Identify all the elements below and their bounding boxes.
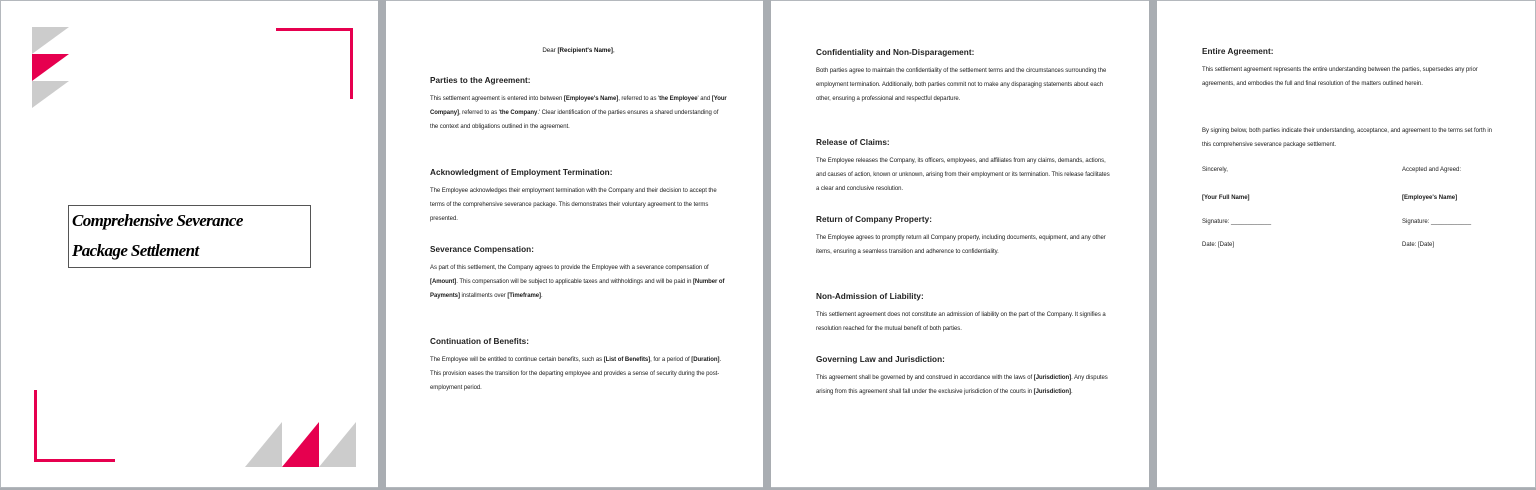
section-continuation-benefits <box>430 336 727 395</box>
section-body: Both parties agree to maintain the confidentiality of the settlement terms and the circumstances surrounding the employment termination. Additionally, both parties commit not to make any disparaging statements about each other, ensuring a professional and respectful departure. <box>816 68 1107 102</box>
section-heading: Acknowledgment of Employment Termination: <box>430 168 613 177</box>
page-4 <box>1157 0 1536 488</box>
section-heading: Entire Agreement: <box>1202 47 1274 56</box>
page-3 <box>771 0 1149 488</box>
section-heading: Non-Admission of Liability: <box>816 292 924 301</box>
placeholder-field: [Jurisdiction] <box>1033 375 1072 381</box>
date-field[interactable]: Date: [Date] <box>1402 242 1435 248</box>
section-body: The Employee acknowledges their employment termination with the Company and their decision to accept the terms of the comprehensive severance package. This demonstrates their voluntary agreement to the terms presented. <box>430 188 717 222</box>
placeholder-field: [Timeframe] <box>507 293 541 299</box>
section-heading: Release of Claims: <box>816 138 890 147</box>
section-heading: Parties to the Agreement: <box>430 76 531 85</box>
cover-title-box <box>68 205 311 268</box>
section-severance-compensation <box>430 244 727 303</box>
placeholder-field: [Your Company] <box>430 96 727 116</box>
cover-title-line-2: Package Settlement <box>72 241 199 260</box>
section-heading: Governing Law and Jurisdiction: <box>816 355 945 364</box>
salutation-suffix: , <box>612 47 615 54</box>
section-body: The Employee releases the Company, its officers, employees, and affiliates from any claims, demands, actions, and causes of action, known or unknown, arising from their employment or its termination. This release facilitates a clear and conclusive resolution. <box>816 158 1110 192</box>
closing-accepted: Accepted and Agreed: <box>1402 167 1462 173</box>
section-heading: Continuation of Benefits: <box>430 337 530 346</box>
section-body: This settlement agreement is entered into between [Employee's Name], referred to as 'the Employee' and [Your Company], referred to as 'the Company.' Clear identification of the parties ensures a shared understanding of the context and obligations outlined in the agreement. <box>430 96 727 130</box>
section-parties <box>430 75 727 134</box>
salutation <box>430 47 727 54</box>
section-body: The Employee will be entitled to continue certain benefits, such as [List of Benefits], for a period of [Duration]. This provision eases the transition for the departing employee and provides a sense of security during the post-employment period. <box>430 357 722 391</box>
section-entire-agreement <box>1202 46 1499 91</box>
placeholder-field: [Number of Payments] <box>430 279 725 299</box>
closing-paragraph <box>1202 118 1499 152</box>
section-body: This settlement agreement represents the entire understanding between the parties, supersedes any prior agreements, and embodies the full and final resolution of the matters outlined herein. <box>1202 67 1478 87</box>
placeholder-field: [Employee's Name] <box>563 96 619 102</box>
decor-triangle-red-icon <box>32 54 69 81</box>
recipient-name-placeholder: [Recipient's Name] <box>557 47 613 54</box>
decor-triangle-gray-icon <box>32 81 69 108</box>
page-cover <box>0 0 378 488</box>
section-non-admission <box>816 291 1113 336</box>
section-release-claims <box>816 137 1113 196</box>
placeholder-field: [Amount] <box>430 279 457 285</box>
section-body: The Employee agrees to promptly return all Company property, including documents, equipment, and any other items, ensuring a seamless transition and adherence to confidentiality. <box>816 235 1106 255</box>
section-acknowledgment <box>430 167 727 226</box>
section-governing-law <box>816 354 1113 399</box>
placeholder-field: [Duration] <box>691 357 720 363</box>
section-body: This agreement shall be governed by and construed in accordance with the laws of [Jurisdiction]. Any disputes arising from this agreement shall fall under the exclusive jurisdiction of the courts in [Jurisdiction]. <box>816 375 1108 395</box>
section-body: This settlement agreement does not constitute an admission of liability on the part of the Company. It signifies a resolution reached for the mutual benefit of both parties. <box>816 312 1106 332</box>
cover-title-line-1: Comprehensive Severance <box>72 211 243 230</box>
decor-corner-bottom-left-icon <box>34 390 115 462</box>
placeholder-field: [Jurisdiction] <box>1033 389 1071 395</box>
placeholder-field: the Employee <box>659 96 698 102</box>
section-confidentiality <box>816 47 1113 106</box>
section-heading: Return of Company Property: <box>816 215 932 224</box>
sender-name-placeholder: [Your Full Name] <box>1202 195 1250 201</box>
placeholder-field: the Company <box>499 110 538 116</box>
signature-line[interactable]: Signature: ____________ <box>1202 219 1272 225</box>
section-return-property <box>816 214 1113 259</box>
decor-corner-top-right-icon <box>276 28 353 99</box>
closing-sincerely: Sincerely, <box>1202 167 1228 173</box>
decor-triangle-gray-icon <box>245 422 282 467</box>
decor-triangle-red-icon <box>282 422 319 467</box>
employee-name-placeholder: [Employee's Name] <box>1402 195 1458 201</box>
date-field[interactable]: Date: [Date] <box>1202 242 1235 248</box>
closing-paragraph-text: By signing below, both parties indicate their understanding, acceptance, and agreement to the terms set forth in this comprehensive severance package settlement. <box>1202 128 1492 148</box>
decor-triangle-gray-icon <box>32 27 69 54</box>
section-heading: Confidentiality and Non-Disparagement: <box>816 48 975 57</box>
salutation-prefix: Dear <box>542 47 558 54</box>
placeholder-field: [List of Benefits] <box>603 357 651 363</box>
decor-triangle-gray-icon <box>319 422 356 467</box>
section-body: As part of this settlement, the Company agrees to provide the Employee with a severance compensation of [Amount]. This compensation will be subject to applicable taxes and withholdings and will be paid in [Number of Payments] installments over [Timeframe]. <box>430 265 725 299</box>
signature-line[interactable]: Signature: ____________ <box>1402 219 1472 225</box>
section-heading: Severance Compensation: <box>430 245 534 254</box>
page-2 <box>386 0 763 488</box>
